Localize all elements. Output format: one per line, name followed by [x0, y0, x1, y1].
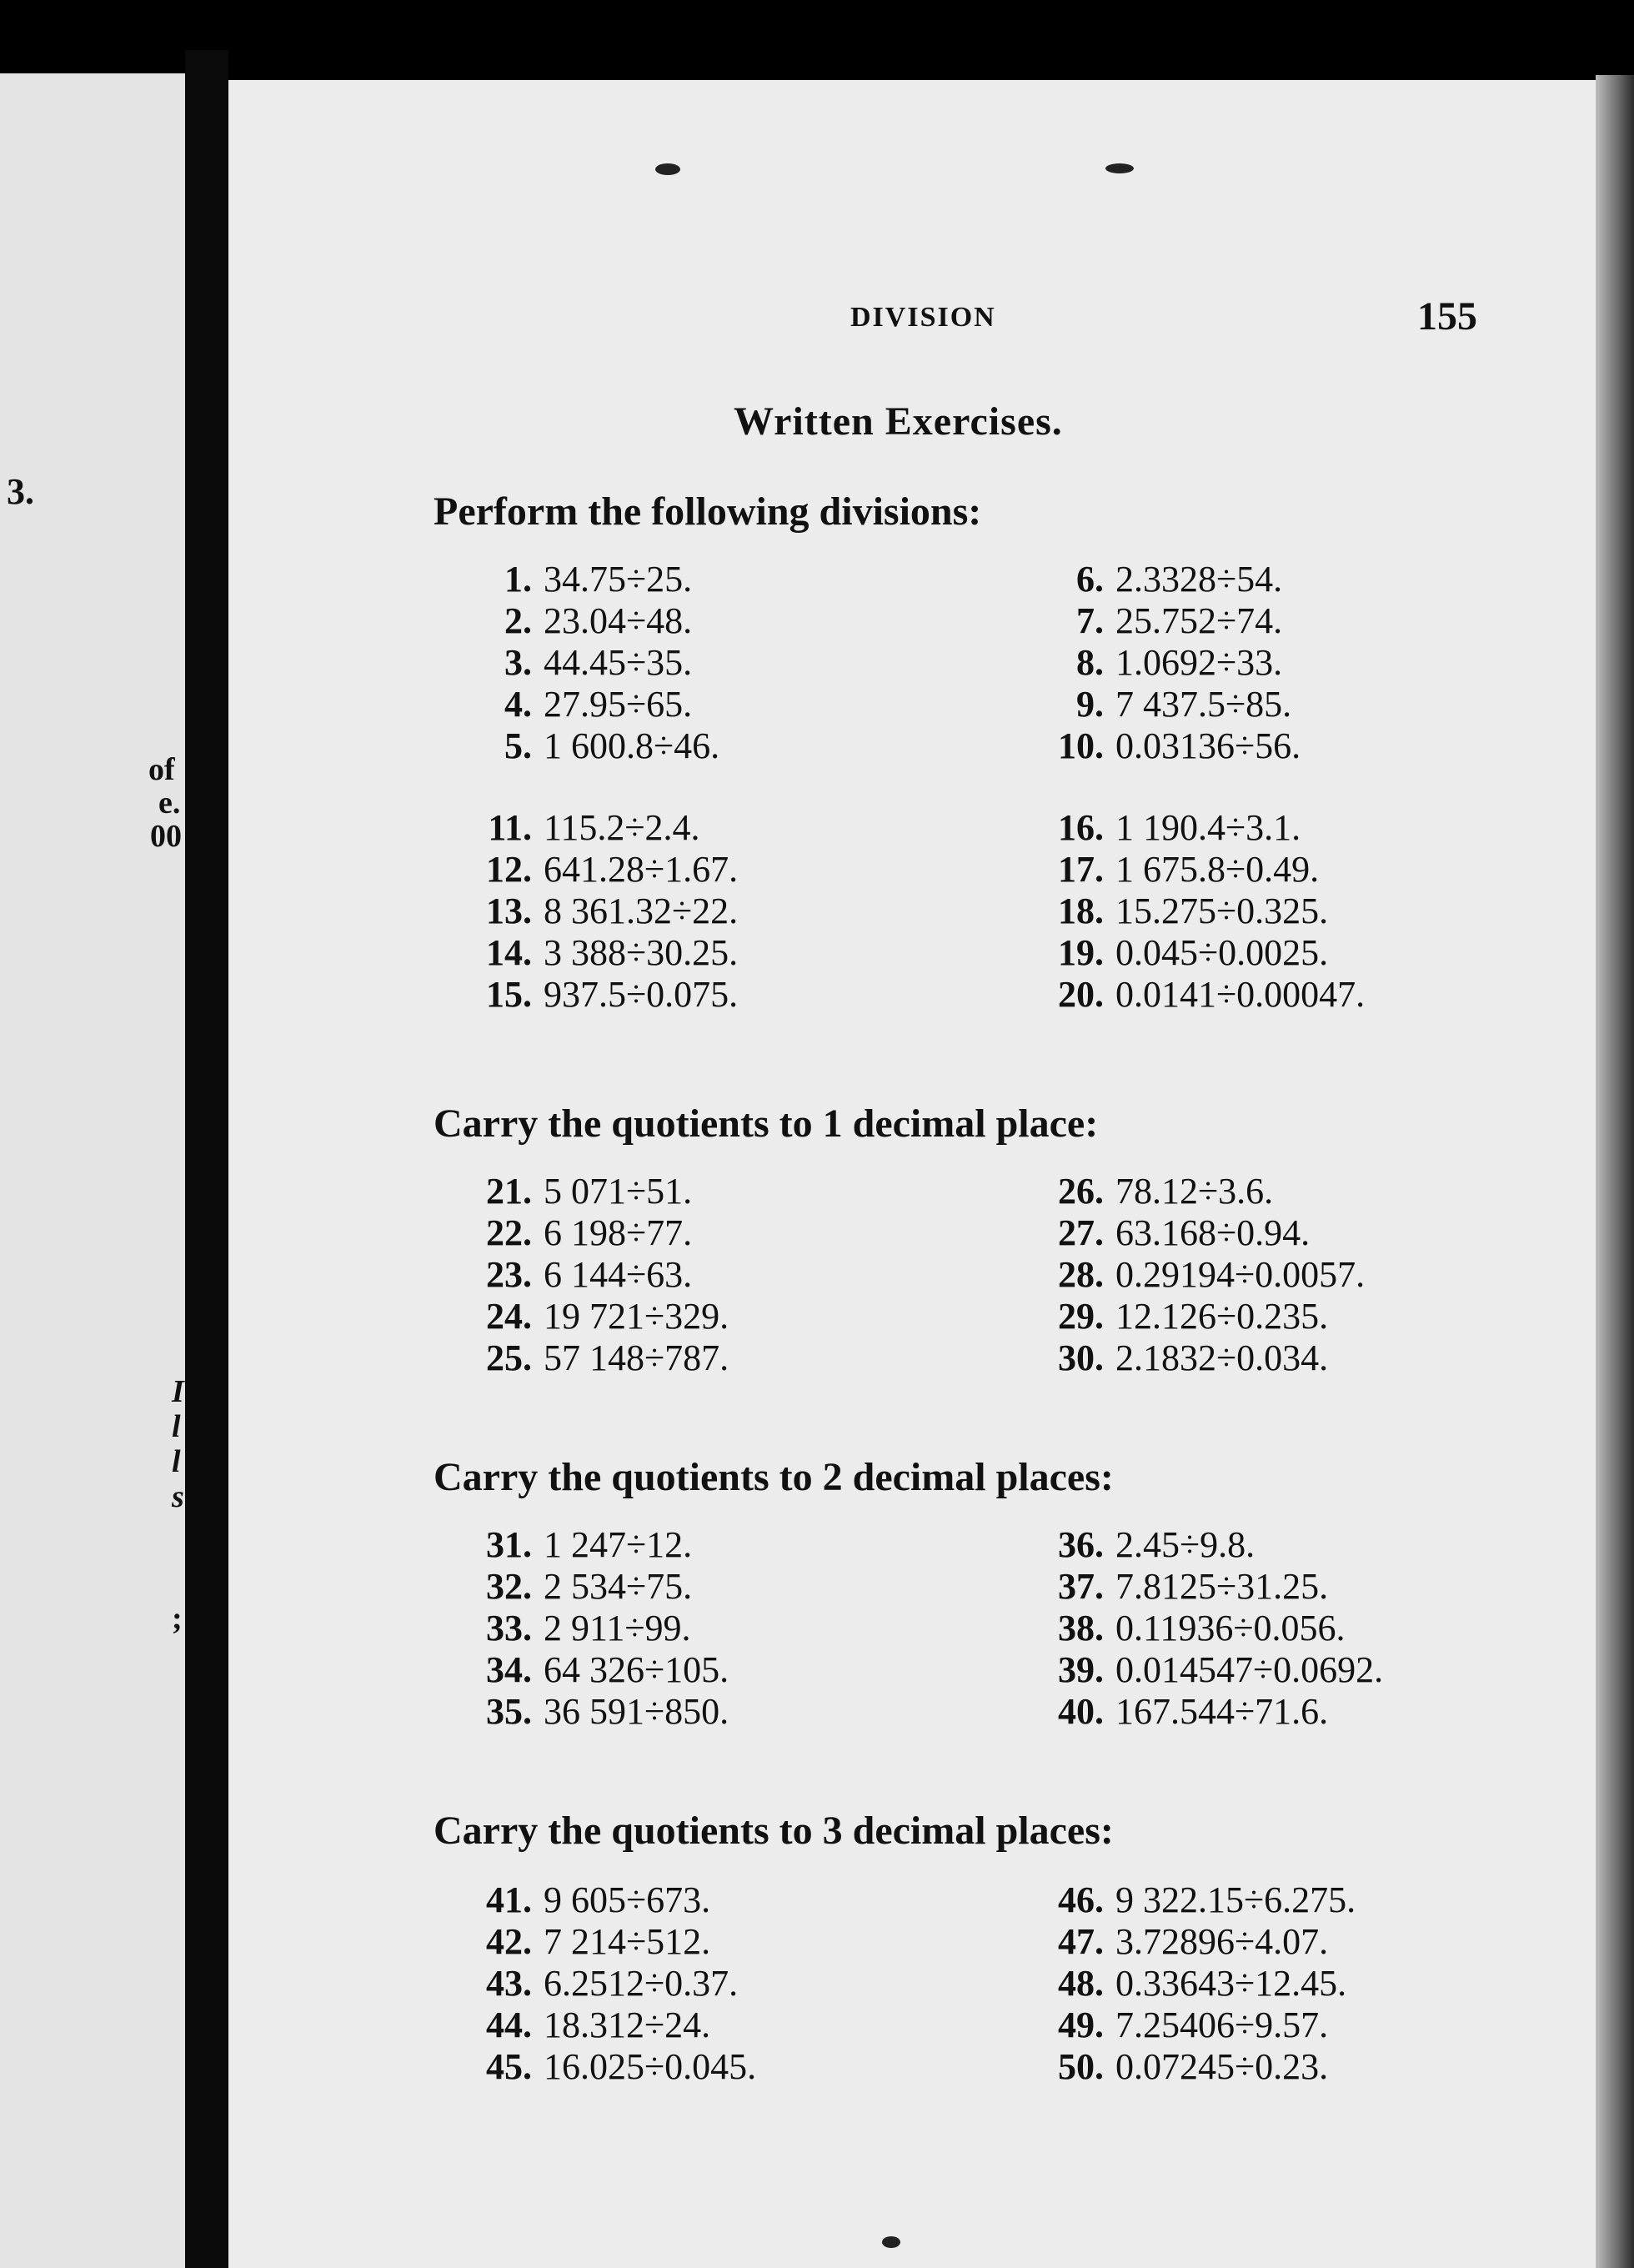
exercise-item [1045, 807, 1365, 849]
exercise-number: 23. [486, 1254, 532, 1295]
exercise-item [474, 559, 738, 600]
exercise-item [474, 1337, 729, 1379]
exercise-expression: 0.29194÷0.0057. [1115, 1254, 1366, 1295]
exercise-expression: 78.12÷3.6. [1115, 1171, 1274, 1212]
exercise-item [1045, 2005, 1356, 2046]
exercise-number: 9. [1076, 684, 1104, 725]
exercise-expression: 9 605÷673. [544, 1879, 711, 1920]
exercise-number: 46. [1058, 1879, 1104, 1920]
exercise-number: 20. [1058, 974, 1104, 1015]
exercise-expression: 0.03136÷56. [1115, 725, 1301, 766]
exercise-column-right [1045, 1524, 1383, 1733]
exercise-expression: 18.312÷24. [544, 2005, 711, 2045]
exercise-column-left [474, 559, 738, 1016]
exercise-number: 29. [1058, 1296, 1104, 1337]
exercise-number: 5. [504, 725, 532, 766]
exercise-item [1045, 1608, 1383, 1649]
exercise-expression: 6 144÷63. [544, 1254, 693, 1295]
exercise-item [1045, 974, 1365, 1016]
exercise-expression: 16.025÷0.045. [544, 2046, 757, 2087]
exercise-number: 35. [486, 1691, 532, 1732]
exercise-expression: 6 198÷77. [544, 1212, 693, 1253]
exercise-item [474, 725, 738, 767]
exercise-number: 4. [504, 684, 532, 725]
facing-page-fragment: 00 [150, 819, 182, 854]
exercise-instruction: Perform the following divisions: [434, 489, 982, 534]
exercise-item [1045, 1296, 1365, 1337]
exercise-number: 24. [486, 1296, 532, 1337]
exercise-number: 27. [1058, 1212, 1104, 1253]
exercise-expression: 1.0692÷33. [1115, 642, 1283, 683]
exercise-number: 47. [1058, 1921, 1104, 1962]
exercise-number: 3. [504, 642, 532, 683]
exercise-item [1045, 891, 1365, 932]
exercise-number: 30. [1058, 1337, 1104, 1378]
exercise-expression: 19 721÷329. [544, 1296, 729, 1337]
exercise-number: 2. [504, 600, 532, 641]
exercise-number: 34. [486, 1649, 532, 1690]
exercise-expression: 25.752÷74. [1115, 600, 1283, 641]
exercise-expression: 44.45÷35. [544, 642, 693, 683]
exercise-number: 39. [1058, 1649, 1104, 1690]
book-spine [185, 50, 228, 2268]
exercise-expression: 3.72896÷4.07. [1115, 1921, 1329, 1962]
exercise-number: 18. [1058, 891, 1104, 931]
exercise-item [474, 1879, 756, 1921]
page-edge [1596, 75, 1634, 2268]
exercise-expression: 6.2512÷0.37. [544, 1963, 739, 2004]
exercise-item [474, 1921, 756, 1963]
exercise-number: 40. [1058, 1691, 1104, 1732]
exercise-expression: 0.045÷0.0025. [1115, 932, 1329, 973]
exercise-item [474, 1691, 729, 1733]
exercise-number: 44. [486, 2005, 532, 2045]
exercise-expression: 1 190.4÷3.1. [1115, 807, 1301, 848]
exercise-number: 8. [1076, 642, 1104, 683]
exercise-number: 17. [1058, 849, 1104, 890]
exercise-item [1045, 1254, 1365, 1296]
exercise-expression: 9 322.15÷6.275. [1115, 1879, 1356, 1920]
exercise-item [1045, 1212, 1365, 1254]
exercise-item [1045, 1524, 1383, 1566]
exercise-item [474, 1566, 729, 1608]
exercise-expression: 23.04÷48. [544, 600, 693, 641]
exercise-expression: 937.5÷0.075. [544, 974, 739, 1015]
exercise-instruction: Carry the quotients to 3 decimal places: [434, 1809, 1114, 1853]
exercise-expression: 2.1832÷0.034. [1115, 1337, 1329, 1378]
exercise-number: 22. [486, 1212, 532, 1253]
exercise-expression: 2.3328÷54. [1115, 559, 1283, 600]
exercise-expression: 64 326÷105. [544, 1649, 729, 1690]
exercise-item [474, 1963, 756, 2005]
exercise-number: 38. [1058, 1608, 1104, 1648]
exercise-expression: 0.33643÷12.45. [1115, 1963, 1347, 2004]
exercise-expression: 0.11936÷0.056. [1115, 1608, 1346, 1648]
exercise-expression: 7.25406÷9.57. [1115, 2005, 1329, 2045]
exercise-expression: 0.07245÷0.23. [1115, 2046, 1329, 2087]
exercise-instruction: Carry the quotients to 2 decimal places: [434, 1455, 1114, 1499]
page-number: 155 [1417, 294, 1477, 339]
exercise-number: 25. [486, 1337, 532, 1378]
exercise-item [1045, 2046, 1356, 2088]
exercise-number: 49. [1058, 2005, 1104, 2045]
exercise-expression: 0.0141÷0.00047. [1115, 974, 1366, 1015]
exercise-expression: 5 071÷51. [544, 1171, 693, 1212]
facing-page-fragment: l [172, 1444, 181, 1479]
exercise-expression: 2.45÷9.8. [1115, 1524, 1256, 1565]
exercise-item [474, 684, 738, 725]
exercise-number: 1. [504, 559, 532, 600]
exercise-column-right [1045, 1879, 1356, 2088]
exercise-item [1045, 1649, 1383, 1691]
smudge-mark [882, 2236, 900, 2248]
exercise-number: 13. [486, 891, 532, 931]
exercise-number: 21. [486, 1171, 532, 1212]
exercise-expression: 7 214÷512. [544, 1921, 711, 1962]
exercise-expression: 1 247÷12. [544, 1524, 693, 1565]
exercise-item [474, 2046, 756, 2088]
exercise-item [474, 807, 738, 849]
exercise-number: 15. [486, 974, 532, 1015]
exercise-item [474, 2005, 756, 2046]
exercise-item [474, 891, 738, 932]
exercise-item [1045, 932, 1365, 974]
exercise-expression: 167.544÷71.6. [1115, 1691, 1329, 1732]
smudge-mark [1105, 163, 1134, 173]
exercise-number: 37. [1058, 1566, 1104, 1607]
exercise-item [474, 849, 738, 891]
exercise-item [1045, 1921, 1356, 1963]
exercise-number: 50. [1058, 2046, 1104, 2087]
exercise-number: 26. [1058, 1171, 1104, 1212]
exercise-expression: 3 388÷30.25. [544, 932, 739, 973]
exercise-item [474, 1524, 729, 1566]
exercise-item [1045, 559, 1365, 600]
exercise-item [474, 1649, 729, 1691]
exercise-item [1045, 1691, 1383, 1733]
facing-page-fragment: 3. [7, 471, 34, 512]
section-title: Written Exercises. [734, 399, 1063, 444]
exercise-item [1045, 600, 1365, 642]
exercise-item [1045, 684, 1365, 725]
exercise-expression: 1 675.8÷0.49. [1115, 849, 1320, 890]
exercise-number: 42. [486, 1921, 532, 1962]
exercise-number: 33. [486, 1608, 532, 1648]
exercise-item [474, 1296, 729, 1337]
exercise-expression: 34.75÷25. [544, 559, 693, 600]
exercise-expression: 8 361.32÷22. [544, 891, 739, 931]
exercise-expression: 7 437.5÷85. [1115, 684, 1292, 725]
exercise-item [1045, 1879, 1356, 1921]
exercise-item [1045, 1963, 1356, 2005]
exercise-number: 7. [1076, 600, 1104, 641]
exercise-item [474, 642, 738, 684]
exercise-number: 16. [1058, 807, 1104, 848]
exercise-item [1045, 725, 1365, 767]
facing-page-fragment: ; [172, 1601, 183, 1636]
exercise-item [474, 1254, 729, 1296]
exercise-column-right [1045, 1171, 1365, 1379]
exercise-column-left [474, 1524, 729, 1733]
exercise-expression: 0.014547÷0.0692. [1115, 1649, 1384, 1690]
running-head: DIVISION [850, 302, 996, 333]
exercise-instruction: Carry the quotients to 1 decimal place: [434, 1101, 1099, 1146]
facing-page-fragment: s [172, 1479, 184, 1514]
exercise-expression: 2 534÷75. [544, 1566, 693, 1607]
exercise-item [474, 1608, 729, 1649]
exercise-expression: 57 148÷787. [544, 1337, 729, 1378]
exercise-expression: 115.2÷2.4. [544, 807, 700, 848]
exercise-number: 31. [486, 1524, 532, 1565]
smudge-mark [655, 163, 680, 175]
exercise-expression: 12.126÷0.235. [1115, 1296, 1329, 1337]
exercise-column-left [474, 1879, 756, 2088]
exercise-item [1045, 1171, 1365, 1212]
exercise-item [1045, 642, 1365, 684]
exercise-number: 41. [486, 1879, 532, 1920]
exercise-number: 48. [1058, 1963, 1104, 2004]
exercise-number: 11. [488, 807, 532, 848]
exercise-number: 19. [1058, 932, 1104, 973]
exercise-expression: 1 600.8÷46. [544, 725, 720, 766]
exercise-item [474, 1171, 729, 1212]
exercise-item [474, 1212, 729, 1254]
facing-page-fragment: I [172, 1374, 184, 1409]
exercise-number: 14. [486, 932, 532, 973]
facing-page-fragment: of [148, 752, 175, 787]
exercise-expression: 641.28÷1.67. [544, 849, 739, 890]
exercise-expression: 15.275÷0.325. [1115, 891, 1329, 931]
exercise-number: 10. [1058, 725, 1104, 766]
exercise-number: 32. [486, 1566, 532, 1607]
exercise-item [1045, 849, 1365, 891]
exercise-number: 45. [486, 2046, 532, 2087]
exercise-expression: 2 911÷99. [544, 1608, 691, 1648]
facing-page [0, 73, 185, 2268]
exercise-number: 36. [1058, 1524, 1104, 1565]
exercise-column-right [1045, 559, 1365, 1016]
exercise-expression: 36 591÷850. [544, 1691, 729, 1732]
exercise-item [474, 600, 738, 642]
exercise-item [474, 974, 738, 1016]
exercise-expression: 7.8125÷31.25. [1115, 1566, 1329, 1607]
exercise-number: 28. [1058, 1254, 1104, 1295]
exercise-number: 6. [1076, 559, 1104, 600]
exercise-item [1045, 1337, 1365, 1379]
exercise-column-left [474, 1171, 729, 1379]
exercise-item [1045, 1566, 1383, 1608]
exercise-number: 43. [486, 1963, 532, 2004]
facing-page-fragment: e. [158, 785, 181, 820]
exercise-expression: 27.95÷65. [544, 684, 693, 725]
exercise-item [474, 932, 738, 974]
exercise-number: 12. [486, 849, 532, 890]
exercise-expression: 63.168÷0.94. [1115, 1212, 1311, 1253]
facing-page-fragment: l [172, 1409, 181, 1444]
